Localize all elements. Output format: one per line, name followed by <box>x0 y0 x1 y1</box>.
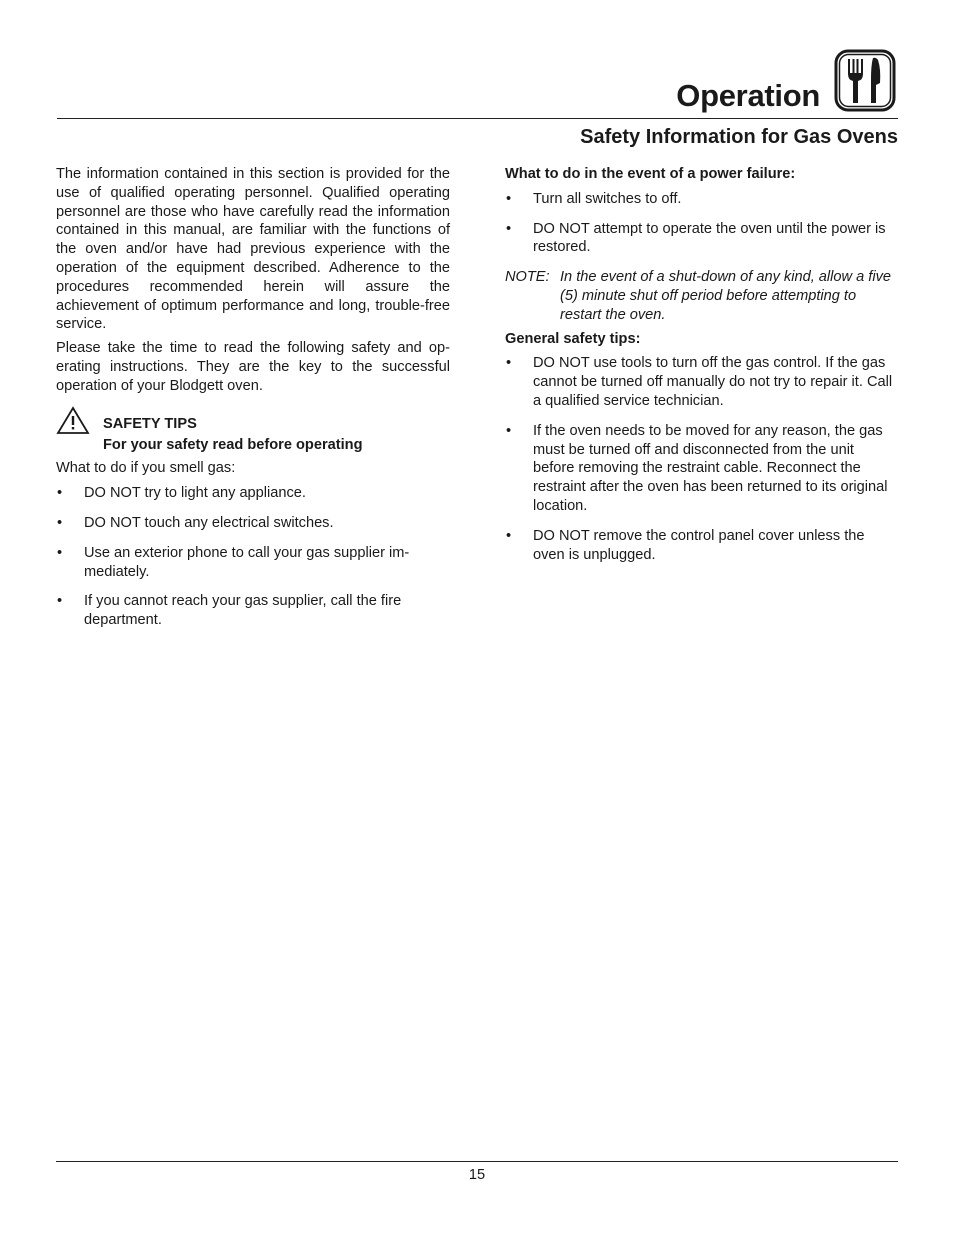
list-item: • DO NOT touch any electrical switches. <box>56 514 450 533</box>
safety-tips-heading <box>56 410 450 438</box>
section-title: Safety Information for Gas Ovens <box>580 126 898 148</box>
intro-paragraph-1: The information contained in this section is provided for the use of qualified operating personnel. Qualified operating personnel are those who have carefully read the information contained in this manual, are familiar with the functions of the oven and/or have had previous experience with the operation of the equipment described. Adherence to the procedures recommended herein will assure the achievement of optimum performance and long, trouble-free service. <box>56 166 450 333</box>
list-item: • DO NOT try to light any appliance. <box>56 484 450 503</box>
list-item: • DO NOT attempt to operate the oven until the power is restored. <box>505 220 898 258</box>
note-block <box>505 268 898 324</box>
list-item: • Turn all switches to off. <box>505 190 898 209</box>
list-item: • If the oven needs to be moved for any reason, the gas must be turned off and disconnected from the unit before removing the restraint cable. Reconnect the restraint after the oven has been returned to its original location. <box>505 422 898 516</box>
general-safety-list <box>505 354 898 564</box>
header-rule <box>57 118 898 119</box>
smell-gas-intro: What to do if you smell gas: <box>56 460 236 477</box>
list-item: • DO NOT remove the control panel cover unless the oven is unplugged. <box>505 527 898 565</box>
page-number: 15 <box>468 1167 486 1183</box>
note-text: In the event of a shut-down of any kind, allow a five (5) minute shut off period before attempting to restart the oven. <box>560 269 891 323</box>
note-label: NOTE: <box>505 269 550 286</box>
warning-triangle-icon <box>56 406 90 436</box>
left-column <box>56 165 450 630</box>
list-item: • If you cannot reach your gas supplier, call the fire department. <box>56 592 450 630</box>
power-failure-list <box>505 190 898 257</box>
footer-rule <box>56 1161 898 1162</box>
power-failure-heading: What to do in the event of a power failure: <box>505 166 796 182</box>
right-column <box>505 165 898 564</box>
smell-gas-list <box>56 484 450 630</box>
list-item: • Use an exterior phone to call your gas supplier immediately. <box>56 544 450 582</box>
chapter-title: Operation <box>676 78 820 113</box>
fork-knife-icon <box>834 49 896 112</box>
general-safety-heading: General safety tips: <box>505 330 641 347</box>
intro-paragraph-2: Please take the time to read the following safety and operating instructions. They are the key to the successful operation of your Blodgett oven. <box>56 340 450 394</box>
safety-tips-label: SAFETY TIPS <box>103 415 197 432</box>
safety-subheading: For your safety read before operating <box>103 436 363 453</box>
list-item: • DO NOT use tools to turn off the gas control. If the gas cannot be turned off manually do not try to repair it. Call a qualified service technician. <box>505 354 898 410</box>
